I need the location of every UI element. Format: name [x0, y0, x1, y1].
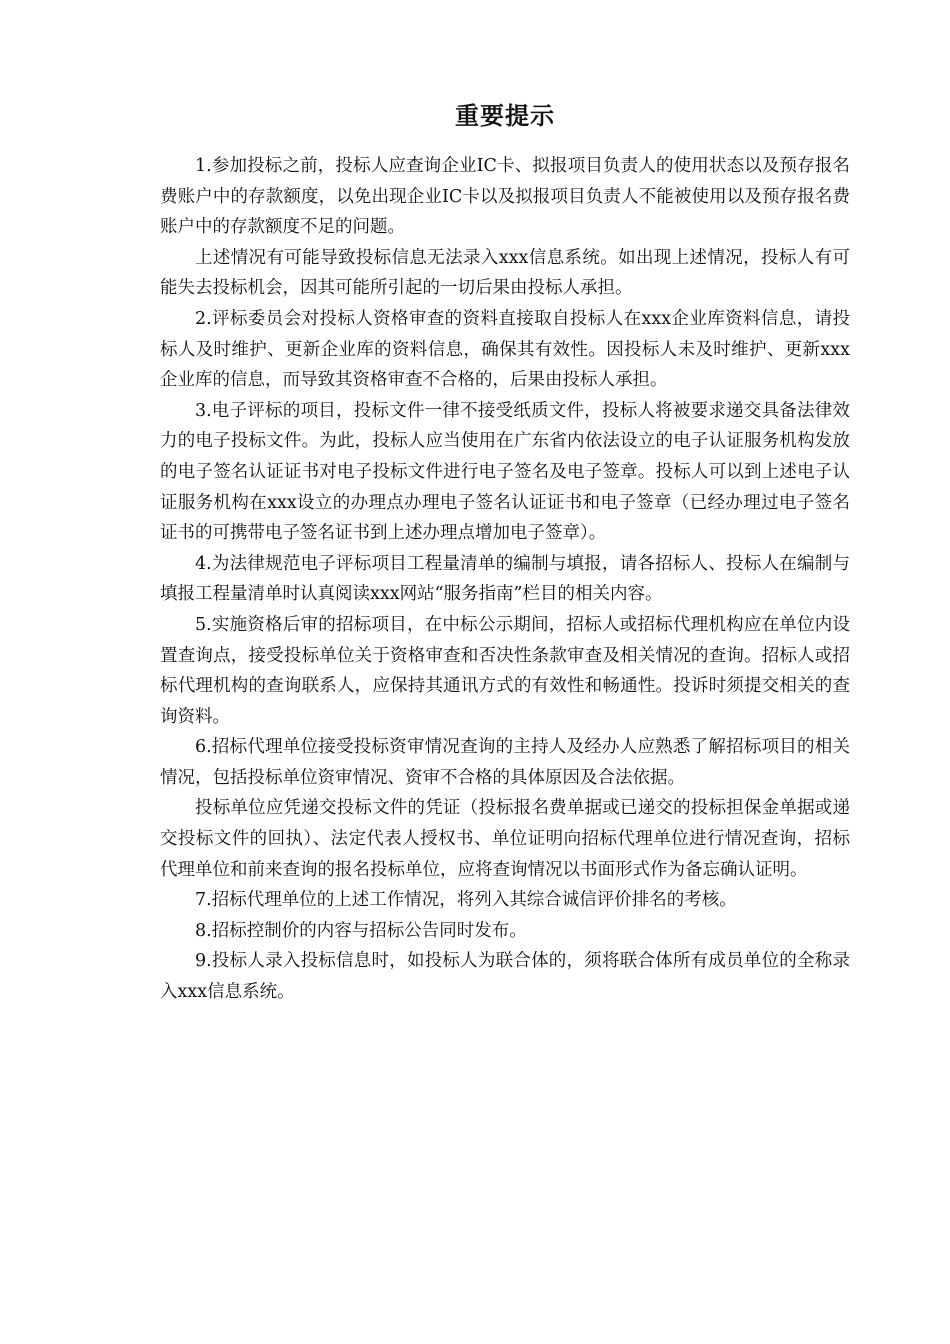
paragraph-9: 9.投标人录入投标信息时，如投标人为联合体的，须将联合体所有成员单位的全称录入xxx信息系统。 — [160, 951, 850, 1003]
paragraph-5: 5.实施资格后审的招标项目，在中标公示期间，招标人或招标代理机构应在单位内设置查询点，接受投标单位关于资格审查和否决性条款审查及相关情况的查询。招标人或招标代理机构的查询联系人，应保持其通讯方式的有效性和畅通性。投诉时须提交相关的查询资料。 — [160, 614, 850, 727]
paragraph-8: 8.招标控制价的内容与招标公告同时发布。 — [195, 920, 527, 941]
paragraph-7: 7.招标代理单位的上述工作情况，将列入其综合诚信评价排名的考核。 — [195, 890, 737, 911]
paragraph-6-note: 投标单位应凭递交投标文件的凭证（投标报名费单据或已递交的投标担保金单据或递交投标文件的回执）、法定代表人授权书、单位证明向招标代理单位进行情况查询，招标代理单位和前来查询的报名投标单位，应将查询情况以书面形式作为备忘确认证明。 — [160, 798, 850, 880]
paragraph-1-note: 上述情况有可能导致投标信息无法录入xxx信息系统。如出现上述情况，投标人有可能失去投标机会，因其可能所引起的一切后果由投标人承担。 — [160, 247, 850, 299]
paragraph-2: 2.评标委员会对投标人资格审查的资料直接取自投标人在xxx企业库资料信息，请投标人及时维护、更新企业库的资料信息，确保其有效性。因投标人未及时维护、更新xxx企业库的信息，而导致其资格审查不合格的，后果由投标人承担。 — [160, 308, 850, 391]
paragraph-3: 3.电子评标的项目，投标文件一律不接受纸质文件，投标人将被要求递交具备法律效力的电子投标文件。为此，投标人应当使用在广东省内依法设立的电子认证服务机构发放的电子签名认证证书对电子投标文件进行电子签名及电子签章。投标人可以到上述电子认证服务机构在xxx设立的办理点办理电子签名认证证书和电子签章（已经办理过电子签名证书的可携带电子签名证书到上述办理点增加电子签章）。 — [160, 400, 850, 544]
paragraph-6: 6.招标代理单位接受投标资审情况查询的主持人及经办人应熟悉了解招标项目的相关情况，包括投标单位资审情况、资审不合格的具体原因及合法依据。 — [160, 737, 850, 788]
document-page — [160, 96, 850, 1008]
paragraph-1: 1.参加投标之前，投标人应查询企业IC卡、拟报项目负责人的使用状态以及预存报名费账户中的存款额度，以免出现企业IC卡以及拟报项目负责人不能被使用以及预存报名费账户中的存款额度不足的问题。 — [160, 156, 850, 238]
paragraph-4: 4.为法律规范电子评标项目工程量清单的编制与填报，请各招标人、投标人在编制与填报工程量清单时认真阅读xxx网站“服务指南”栏目的相关内容。 — [160, 553, 850, 605]
page-title: 重要提示 — [455, 102, 555, 130]
